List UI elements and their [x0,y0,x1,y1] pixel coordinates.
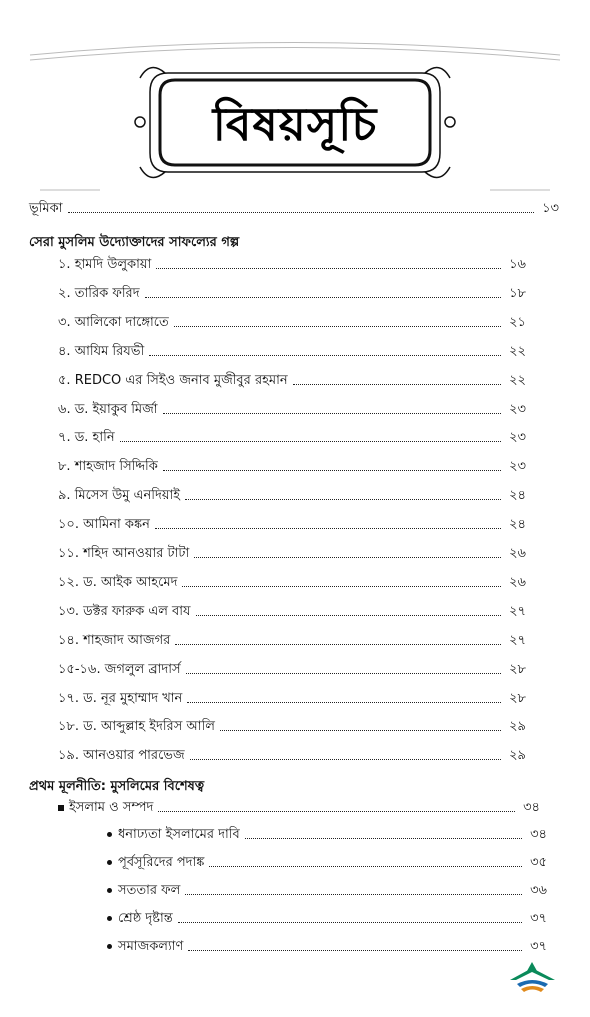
toc-entry [58,459,526,475]
toc-entry-label: ১. হামদি উলুকায়া [58,257,152,272]
toc-entry [58,691,526,707]
toc-entry-page: ২৭ [509,632,526,648]
toc-entry [107,855,547,871]
toc-entry [58,662,526,678]
toc-entry-label: ১১. শহিদ আনওয়ার টাটা [58,546,190,561]
toc-entry [58,402,526,418]
toc-entry [58,604,526,620]
toc-entry [58,315,526,331]
toc-entry-page: ২৮ [509,661,526,677]
toc-entry-label: ১৭. ড. নূর মুহাম্মাদ খান [58,690,183,706]
toc-entry [58,633,526,649]
toc-entry-label: ১৫-১৬. জগলুল ব্রাদার্স [58,661,181,677]
toc-entry-page: ২৬ [509,546,526,561]
toc-entry-page: ২৯ [509,748,526,764]
toc-entry-page: ২৭ [509,603,526,619]
dot-leader [156,268,501,269]
dot-leader [158,811,515,812]
round-bullet-icon [107,860,112,865]
toc-entry-label: ৮. শাহজাদ সিদ্দিকি [58,459,158,475]
toc-entry [58,517,526,533]
round-bullet-icon [107,888,112,893]
toc-entry-page: ৩৫ [530,855,547,870]
round-bullet-icon [107,832,112,837]
toc-subsection-entry [58,800,540,816]
dot-leader [185,499,501,500]
dot-leader [174,326,501,327]
dot-leader [68,212,535,213]
dot-leader [186,673,501,674]
section-heading: সেরা মুসলিম উদ্যোক্তাদের সাফল্যের গল্প [29,235,240,250]
toc-entry-label: ১৮. ড. আব্দুল্লাহ ইদরিস আলি [58,719,215,735]
toc-entry-label: ৭. ড. হানি [58,430,115,446]
toc-entry [58,748,526,764]
toc-entry-page: ১৬ [509,257,526,272]
toc-entry-label: ১৪. শাহজাদ আজগর [58,632,171,648]
toc-entry-page: ২২ [509,372,526,388]
toc-entry [58,257,526,273]
toc-entry-label: সমাজকল্যাণ [118,939,184,954]
toc-entry [107,883,547,899]
dot-leader [293,384,501,385]
toc-entry-label: ২. তারিক ফরিদ [58,285,140,301]
toc-entry-label: ইসলাম ও সম্পদ [69,800,154,815]
toc-entry-page: ২১ [509,314,526,330]
toc-entry-label: ৩. আলিকো দাঙ্গোতে [58,314,169,330]
toc-entry-label: শ্রেষ্ঠ দৃষ্টান্ত [118,911,173,926]
toc-entry-page: ২৩ [509,459,526,475]
dot-leader [145,297,501,298]
dot-leader [175,644,501,645]
toc-entry-page: ২৯ [509,719,526,735]
toc-entry [107,911,547,927]
toc-entry-page: ৩৬ [530,883,547,898]
square-bullet-icon [58,805,64,811]
toc-entry [58,373,526,389]
dot-leader [245,838,522,839]
toc-entry-page: ২২ [509,343,526,359]
dot-leader [196,615,501,616]
publisher-logo-icon [505,958,560,998]
toc-entry-page: ৩৭ [530,911,547,926]
toc-entry [58,719,526,735]
page-title: বিষয়সূচি [212,97,378,151]
toc-entry [58,430,526,446]
toc-entry-page: ১৮ [509,285,526,301]
toc-entry [107,939,547,955]
dot-leader [190,759,501,760]
toc-entry [58,546,526,562]
dot-leader [178,922,522,923]
section-heading: প্রথম মূলনীতি: মুসলিমের বিশেষত্ব [29,779,205,794]
toc-entry-page: ২৬ [509,574,526,590]
toc-entry-label: ধনাঢ্যতা ইসলামের দাবি [118,827,240,842]
toc-entry-page: ৩৪ [523,800,540,815]
toc-entry-label: ভূমিকা [29,201,63,216]
toc-entry-label: ১০. আমিনা কঙ্কন [58,517,150,533]
toc-entry-label: ৯. মিসেস উমু এনদিয়াই [58,488,181,504]
toc-entry-label: ৫. REDCO এর সিইও জনাব মুজীবুর রহমান [58,372,288,388]
toc-entry-page: ২৩ [509,430,526,446]
dot-leader [194,557,501,558]
toc-entry-label: ৪. আযিম রিযভী [58,343,145,359]
round-bullet-icon [107,944,112,949]
dot-leader [220,730,501,731]
toc-entry-page: ২৮ [509,690,526,706]
round-bullet-icon [107,916,112,921]
toc-entry-page: ২৩ [509,401,526,417]
toc-entry-page: ২৪ [509,517,526,533]
toc-entry-page: ২৪ [509,488,526,504]
dot-leader [163,413,501,414]
dot-leader [187,702,501,703]
toc-entry-page: ৩৭ [530,939,547,954]
toc-entry [58,488,526,504]
dot-leader [185,894,522,895]
title-frame [0,0,590,200]
dot-leader [182,586,501,587]
toc-entry-page: ৩৪ [530,827,547,842]
toc-entry-label: সততার ফল [118,883,181,898]
toc-entry-label: ১২. ড. আইক আহমেদ [58,574,178,590]
toc-entry [58,344,526,360]
toc-entry-label: পূর্বসূরিদের পদাঙ্ক [118,855,205,870]
dot-leader [163,470,501,471]
dot-leader [149,355,501,356]
toc-entry [107,827,547,843]
toc-entry-intro [29,201,559,217]
toc-entry-label: ১৩. ডক্টর ফারুক এল বায [58,603,191,619]
dot-leader [209,866,522,867]
toc-entry [58,575,526,591]
toc-entry-page: ১৩ [542,201,559,216]
dot-leader [120,441,501,442]
dot-leader [155,528,501,529]
toc-entry-label: ১৯. আনওয়ার পারভেজ [58,748,185,764]
dot-leader [188,950,522,951]
toc-entry [58,286,526,302]
toc-entry-label: ৬. ড. ইয়াকুব মির্জা [58,401,158,417]
